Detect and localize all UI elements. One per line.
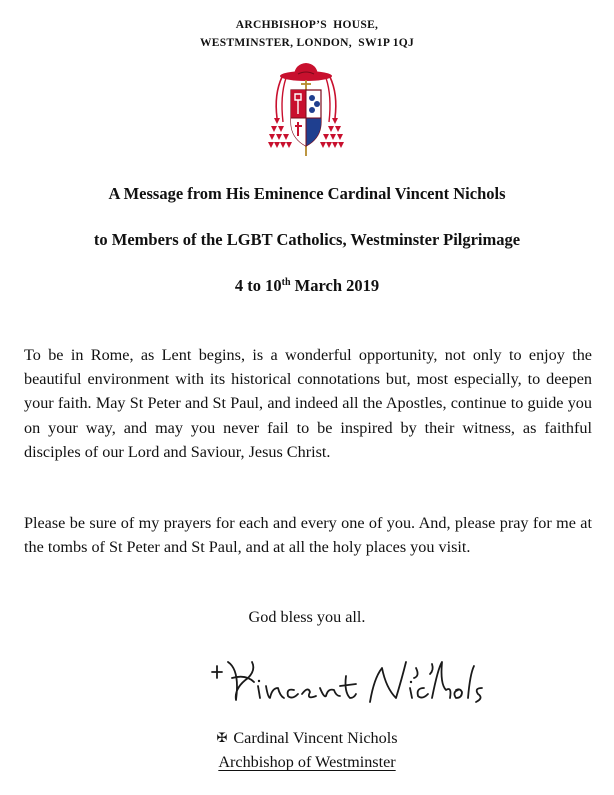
signatory-name-text: Cardinal Vincent Nichols xyxy=(233,729,398,747)
signatory-title-text: Archbishop of Westminster xyxy=(218,753,396,771)
message-subtitle: to Members of the LGBT Catholics, Westminster Pilgrimage xyxy=(93,230,521,249)
blessing-line: God bless you all. xyxy=(248,608,366,626)
message-title: A Message from His Eminence Cardinal Vincent Nichols xyxy=(108,184,506,203)
signatory-title xyxy=(0,751,614,773)
maltese-cross-icon: ✠ xyxy=(216,730,228,745)
coat-of-arms-icon xyxy=(268,60,344,160)
date-rest: March 2019 xyxy=(290,276,380,295)
signatory-name xyxy=(0,727,614,749)
body-paragraph-2: Please be sure of my prayers for each and every one of you. And, please pray for me at the tombs of St Peter and St Paul, and at all the holy places you visit. xyxy=(24,514,592,557)
date-prefix: 4 to 10 xyxy=(234,276,282,295)
body-paragraph-1: To be in Rome, as Lent begins, is a wonderful opportunity, not only to enjoy the beautiful environment with its historical connotations but, most especially, to deepen your faith. May St Peter and St Paul, and indeed all the Apostles, continue to guide you on your way, and may you never fail to be inspired by their witness, as faithful disciples of our Lord and Saviour, Jesus Christ. xyxy=(24,346,592,461)
date-ordinal-suffix: th xyxy=(281,277,291,288)
handwritten-signature xyxy=(206,648,486,710)
letterhead-address xyxy=(0,16,614,52)
letterhead-line-1: ARCHBISHOP’S HOUSE, xyxy=(235,19,379,31)
letterhead-line-2: WESTMINSTER, LONDON, SW1P 1QJ xyxy=(199,37,415,49)
message-date xyxy=(0,275,614,297)
